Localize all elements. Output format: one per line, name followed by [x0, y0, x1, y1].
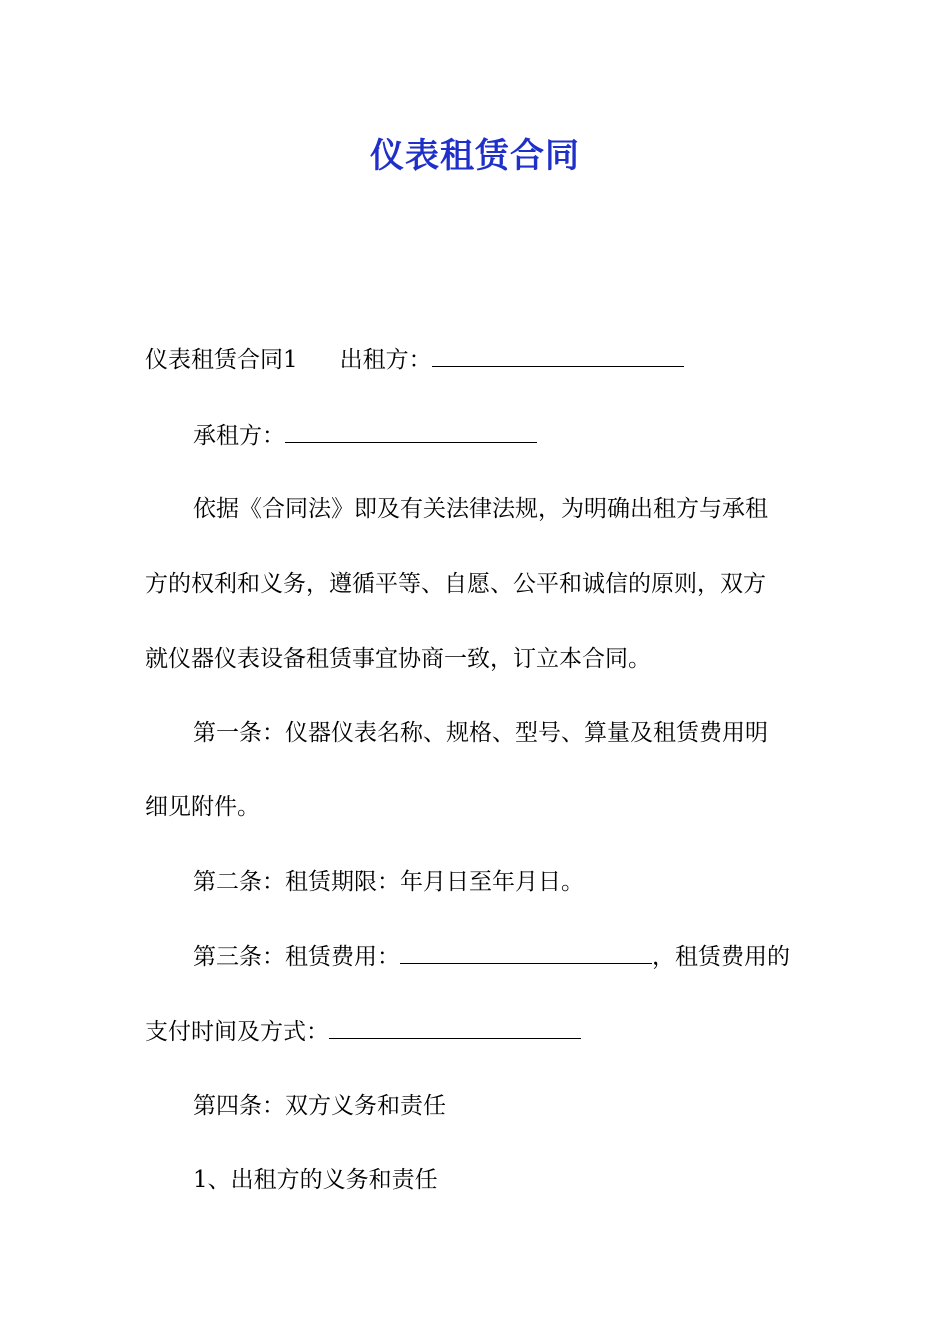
contract-heading: 仪表租赁合同1 — [145, 347, 298, 373]
article-1-line-1: 第一条：仪器仪表名称、规格、型号、算量及租赁费用明 — [193, 720, 768, 746]
article-3-line-1 — [193, 941, 790, 972]
document-title: 仪表租赁合同 — [370, 136, 580, 176]
lessor-blank — [432, 344, 684, 367]
lessee-label: 承租方： — [193, 423, 285, 449]
paragraph-basis-line-3: 就仪器仪表设备租赁事宜协商一致，订立本合同。 — [145, 646, 651, 672]
rent-fee-blank — [400, 941, 652, 964]
lessee-blank — [285, 420, 537, 443]
line-lessee — [193, 420, 537, 451]
article-3-label: 第三条：租赁费用： — [193, 944, 400, 970]
article-3-line-2 — [145, 1016, 581, 1047]
article-1-line-2: 细见附件。 — [145, 794, 260, 820]
article-2: 第二条：租赁期限：年月日至年月日。 — [193, 869, 584, 895]
paragraph-basis-line-1: 依据《合同法》即及有关法律法规，为明确出租方与承租 — [193, 496, 768, 522]
article-4: 第四条：双方义务和责任 — [193, 1093, 446, 1119]
lessor-label: 出租方： — [339, 347, 432, 373]
line-heading-lessor — [145, 344, 684, 375]
article-3-tail: ，租赁费用的 — [652, 944, 790, 970]
payment-label: 支付时间及方式： — [145, 1019, 329, 1045]
paragraph-basis-line-2: 方的权利和义务，遵循平等、自愿、公平和诚信的原则，双方 — [145, 571, 766, 597]
payment-blank — [329, 1016, 581, 1039]
item-1: 1、出租方的义务和责任 — [193, 1167, 438, 1193]
